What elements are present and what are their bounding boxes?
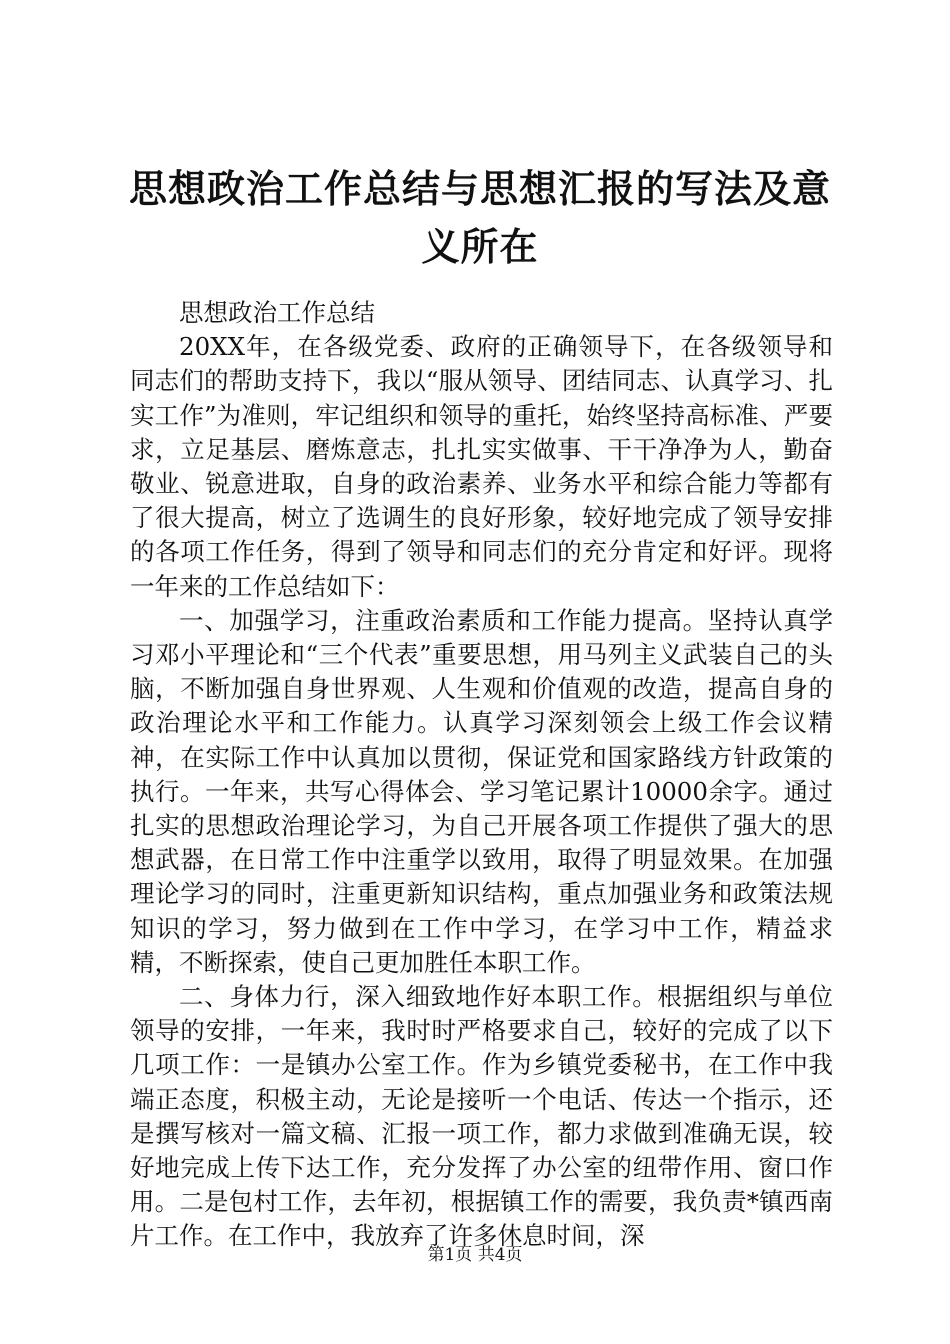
document-body — [130, 296, 833, 1254]
paragraph-intro: 20XX年，在各级党委、政府的正确领导下，在各级领导和同志们的帮助支持下，我以“服从领导、团结同志、认真学习、扎实工作”为准则，牢记组织和领导的重托，始终坚持高标准、严要求，立足基层、磨炼意志，扎扎实实做事、干干净净为人，勤奋敬业、锐意进取，自身的政治素养、业务水平和综合能力等都有了很大提高，树立了选调生的良好形象，较好地完成了领导安排的各项工作任务，得到了领导和同志们的充分肯定和好评。现将一年来的工作总结如下： — [130, 332, 833, 601]
paragraph-work: 二、身体力行，深入细致地作好本职工作。根据组织与单位领导的安排，一年来，我时时严格要求自己，较好的完成了以下几项工作：一是镇办公室工作。作为乡镇党委秘书，在工作中我端正态度，积极主动，无论是接听一个电话、传达一个指示，还是撰写核对一篇文稿、汇报一项工作，都力求做到准确无误，较好地完成上传下达工作，充分发挥了办公室的纽带作用、窗口作用。二是包村工作，去年初，根据镇工作的需要，我负责*镇西南片工作。在工作中，我放弃了许多休息时间，深 — [130, 982, 833, 1251]
page-number-footer: 第1页 共4页 — [427, 1245, 523, 1265]
section-heading: 思想政治工作总结 — [179, 298, 375, 327]
document-title: 思想政治工作总结与思想汇报的写法及意义所在 — [128, 166, 831, 269]
paragraph-study: 一、加强学习，注重政治素质和工作能力提高。坚持认真学习邓小平理论和“三个代表”重要思想，用马列主义武装自己的头脑，不断加强自身世界观、人生观和价值观的改造，提高自身的政治理论水平和工作能力。认真学习深刻领会上级工作会议精神，在实际工作中认真加以贯彻，保证党和国家路线方针政策的执行。一年来，共写心得体会、学习笔记累计10000余字。通过扎实的思想政治理论学习，为自己开展各项工作提供了强大的思想武器，在日常工作中注重学以致用，取得了明显效果。在加强理论学习的同时，注重更新知识结构，重点加强业务和政策法规知识的学习，努力做到在工作中学习，在学习中工作，精益求精，不断探索，使自己更加胜任本职工作。 — [130, 605, 833, 977]
